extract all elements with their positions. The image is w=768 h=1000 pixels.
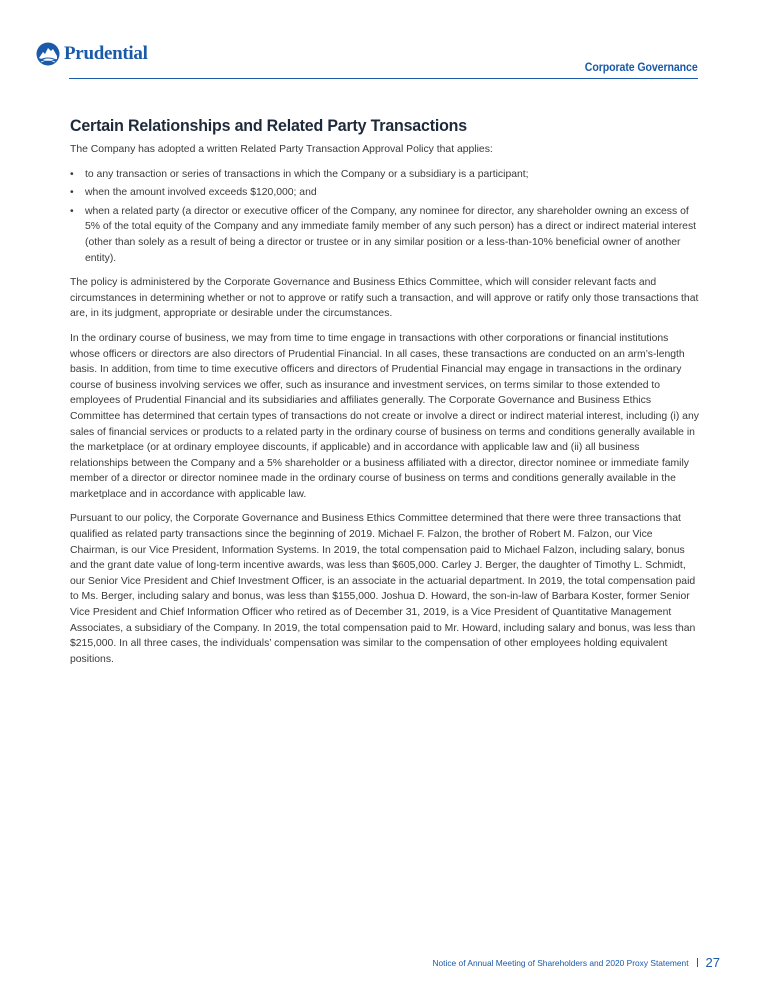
footer-document-title: Notice of Annual Meeting of Shareholders and 2020 Proxy Statement (432, 957, 689, 968)
header-divider (69, 78, 698, 79)
page-title: Certain Relationships and Related Party Transactions (70, 116, 467, 135)
bullet-icon: • (70, 168, 74, 180)
body-paragraph: In the ordinary course of business, we may from time to time engage in transactions with other corporations or financial institutions whose officers or directors are also directors of Prudential Financial. In all cases, these transactions are conducted on an arm’s-length basis. In addition, from time to time executive officers and directors of Prudential Financial may engage in transactions in the ordinary course of business involving services we offer, such as insurance and investment services, on terms similar to those extended to employees of Prudential Financial and its subsidiaries and affiliates generally. The Corporate Governance and Business Ethics Committee has determined that certain types of transactions do not create or involve a direct or indirect material interest, including (i) any sales of financial services or products to a related party in the ordinary course of business on terms and conditions generally available in the marketplace (or at ordinary employee discounts, if applicable) and in accordance with applicable law and (ii) all business relationships between the Company and a 5% shareholder or a business affiliated with a director, director nominee or immediate family member of a director or director nominee made in the ordinary course of business on terms and conditions generally available in the marketplace and in accordance with applicable law. (70, 332, 699, 500)
rock-of-gibraltar-icon (36, 42, 60, 66)
brand-logo (36, 42, 148, 66)
bullet-icon: • (70, 187, 74, 199)
page-footer (432, 955, 720, 970)
bullet-icon: • (70, 205, 74, 217)
policy-bullet-list (70, 167, 700, 267)
list-item (70, 167, 700, 183)
page-number: 27 (705, 955, 720, 970)
list-item (70, 185, 700, 201)
list-item (70, 204, 700, 266)
body-paragraph: Pursuant to our policy, the Corporate Governance and Business Ethics Committee determined that there were three transactions that qualified as related party transactions since the beginning of 2019. Michael F. Falzon, the brother of Robert M. Falzon, our Vice Chairman, is our Vice President, Information Systems. In 2019, the total compensation paid to Michael Falzon, including salary, bonus and the grant date value of long-term incentive awards, was less than $605,000. Carley J. Berger, the daughter of Timothy L. Schmidt, our Senior Vice President and Chief Investment Officer, is an associate in the actuarial department. In 2019, the total compensation paid to Ms. Berger, including salary and bonus, was less than $155,000. Joshua D. Howard, the son-in-law of Barbara Koster, former Senior Vice President and Chief Information Officer who retired as of December 31, 2019, is a Vice President of Quantitative Management Associates, a subsidiary of the Company. In 2019, the total compensation paid to Mr. Howard, including salary and bonus, was less than $215,000. In all three cases, the individuals’ compensation was similar to the compensation of other employees holding equivalent positions. (70, 513, 696, 665)
intro-paragraph: The Company has adopted a written Related Party Transaction Approval Policy that applies: (70, 144, 493, 155)
list-item-text: when a related party (a director or executive officer of the Company, any nominee for director, any shareholder owning an excess of 5% of the total equity of the Company and any immediate family member of any such person) has a direct or indirect material interest (other than solely as a result of being a director or trustee or in any similar position or a less-than-10% beneficial owner of another entity). (85, 205, 697, 264)
list-item-text: when the amount involved exceeds $120,000; and (85, 187, 317, 199)
brand-name: Prudential (64, 43, 148, 64)
footer-divider (697, 958, 698, 967)
body-paragraph: The policy is administered by the Corporate Governance and Business Ethics Committee, which will consider relevant facts and circumstances in determining whether or not to approve or ratify such a transaction, and will approve or ratify only those transactions that are, in its judgment, appropriate or desirable under the circumstances. (70, 277, 699, 320)
list-item-text: to any transaction or series of transactions in which the Company or a subsidiary is a participant; (85, 168, 529, 180)
article-body (70, 116, 700, 676)
section-title: Corporate Governance (585, 62, 698, 74)
